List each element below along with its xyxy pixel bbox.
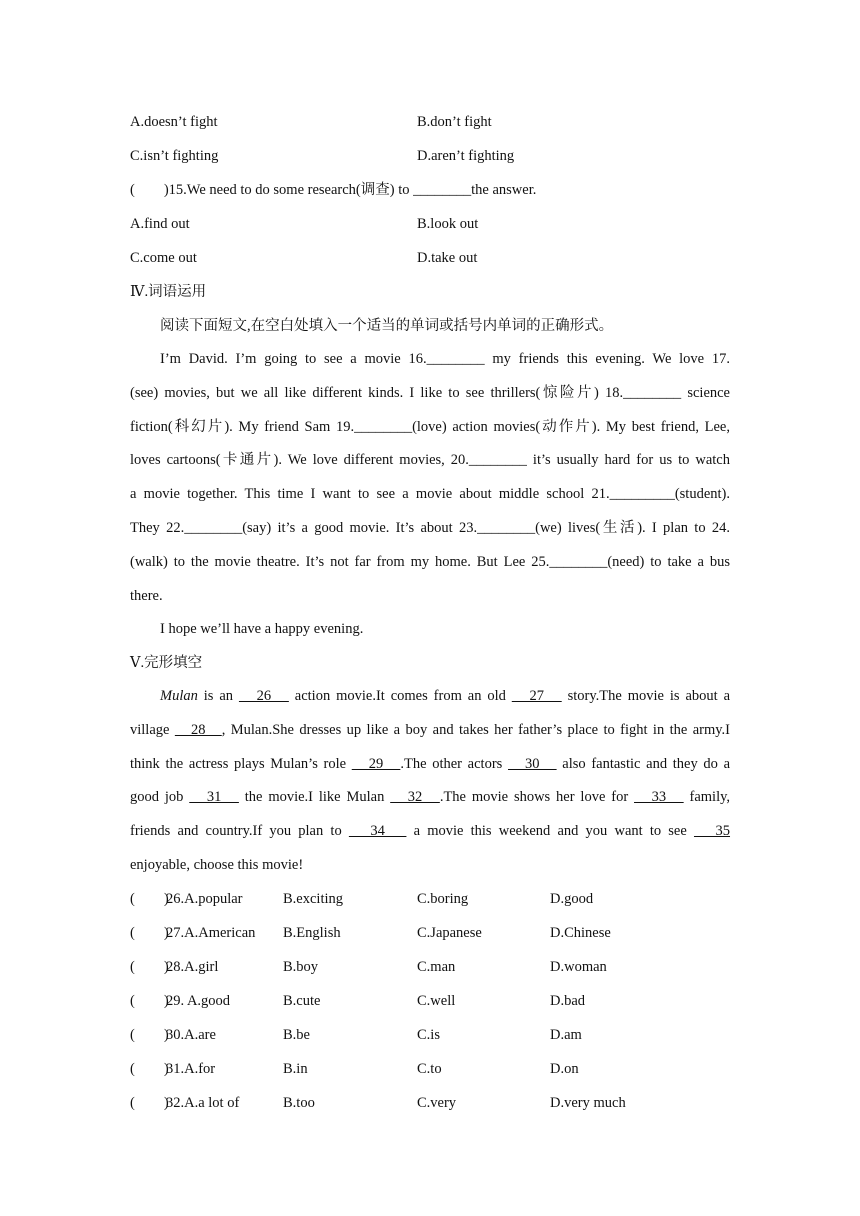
cloze-text: is an	[197, 688, 239, 704]
passage-line: loves cartoons(卡通片). We love different movies, 20.________ it’s usually hard for us to watch	[130, 452, 730, 469]
answer-paren: ( )	[130, 1095, 169, 1111]
option-b: B.boy	[283, 959, 319, 975]
cloze-text: think the actress plays Mulan’s role	[130, 755, 352, 772]
question-row	[130, 922, 730, 944]
cloze-line	[130, 786, 730, 820]
q15-blank: ________	[413, 182, 472, 198]
q15-stem-before: 15.We need to do some research(调查) to	[168, 182, 414, 198]
section4-closing: I hope we’ll have a happy evening.	[160, 621, 364, 637]
passage-line: fiction(科幻片). My friend Sam 19.________(love) action movies(动作片). My best friend, Lee,	[130, 418, 730, 435]
blank-29: 29	[351, 755, 401, 772]
q15-option-b: B.look out	[417, 216, 479, 232]
cloze-text: friends and country.If you plan to	[130, 823, 349, 840]
cloze-text: village	[130, 721, 175, 738]
passage-line: a movie together. This time I want to see a movie about middle school 21._________(student).	[130, 486, 730, 503]
option-a: 31.A.for	[166, 1061, 216, 1077]
passage-line: I’m David. I’m going to see a movie 16.________ my friends this evening. We love 17.	[160, 351, 730, 367]
q14-option-c: C.isn’t fighting	[130, 148, 219, 164]
option-b: B.too	[283, 1095, 315, 1111]
answer-paren: ( )	[130, 1061, 169, 1077]
answer-paren: ( )	[130, 182, 169, 198]
option-b: B.cute	[283, 993, 321, 1009]
blank-28: 28	[174, 721, 222, 738]
passage-line: (see) movies, but we all like different kinds. I like to see thrillers(惊险片) 18.________ science	[130, 384, 730, 401]
question-row	[130, 956, 730, 978]
movie-title: Mulan	[160, 688, 198, 704]
option-b: B.be	[283, 1027, 310, 1043]
section4-passage	[130, 348, 730, 618]
option-a: 29. A.good	[166, 993, 231, 1009]
blank-34: 34	[348, 823, 407, 840]
q15-stem	[130, 179, 536, 201]
section4-heading: Ⅳ.词语运用	[130, 284, 207, 300]
q14-option-b: B.don’t fight	[417, 114, 492, 130]
question-row	[130, 990, 730, 1012]
q15-option-c: C.come out	[130, 250, 197, 266]
blank-26: 26	[238, 688, 289, 704]
option-c: C.to	[417, 1061, 442, 1077]
cloze-passage	[130, 685, 730, 888]
option-d: D.Chinese	[550, 925, 611, 941]
q15-option-d: D.take out	[417, 250, 478, 266]
passage-line: They 22.________(say) it’s a good movie. It’s about 23.________(we) lives(生活). I plan to 24.	[130, 519, 730, 536]
cloze-text: , Mulan.She dresses up like a boy and takes her father’s place to fight in the army.I	[221, 721, 731, 738]
cloze-line	[130, 719, 730, 753]
option-a: 27.A.American	[166, 925, 256, 941]
option-c: C.man	[417, 959, 456, 975]
blank-33: 33	[634, 789, 684, 806]
question-row	[130, 1058, 730, 1080]
option-a: 28.A.girl	[166, 959, 219, 975]
cloze-text: .The other actors	[400, 755, 508, 772]
question-row	[130, 888, 730, 910]
cloze-line	[130, 753, 730, 787]
cloze-text: also fantastic and they do a	[556, 755, 731, 772]
q15-option-a: A.find out	[130, 216, 190, 232]
question-row	[130, 1024, 730, 1046]
cloze-text: .The movie shows her love for	[439, 789, 635, 806]
answer-paren: ( )	[130, 959, 169, 975]
option-d: D.woman	[550, 959, 607, 975]
blank-32: 32	[390, 789, 440, 806]
option-a: 30.A.are	[166, 1027, 216, 1043]
option-a: 32.A.a lot of	[166, 1095, 240, 1111]
option-a: 26.A.popular	[166, 891, 243, 907]
passage-line: there.	[130, 587, 163, 604]
section4-instruction: 阅读下面短文,在空白处填入一个适当的单词或括号内单词的正确形式。	[160, 318, 614, 334]
cloze-text: action movie.It comes from an old	[288, 688, 512, 704]
cloze-line	[130, 685, 730, 719]
q14-option-a: A.doesn’t fight	[130, 114, 218, 130]
option-b: B.English	[283, 925, 341, 941]
q14-option-d: D.aren’t fighting	[417, 148, 515, 164]
blank-31: 31	[189, 789, 239, 806]
option-b: B.exciting	[283, 891, 344, 907]
option-c: C.very	[417, 1095, 457, 1111]
option-d: D.on	[550, 1061, 579, 1077]
option-c: C.well	[417, 993, 456, 1009]
cloze-text: story.The movie is about a	[561, 688, 731, 704]
cloze-text: a movie this weekend and you want to see	[406, 823, 694, 840]
cloze-text: the movie.I like Mulan	[238, 789, 391, 806]
option-b: B.in	[283, 1061, 308, 1077]
answer-paren: ( )	[130, 993, 169, 1009]
option-d: D.bad	[550, 993, 586, 1009]
blank-27: 27	[511, 688, 562, 704]
cloze-line: enjoyable, choose this movie!	[130, 856, 304, 873]
option-c: C.Japanese	[417, 925, 482, 941]
option-c: C.boring	[417, 891, 469, 907]
answer-paren: ( )	[130, 891, 169, 907]
answer-paren: ( )	[130, 1027, 169, 1043]
option-d: D.very much	[550, 1095, 626, 1111]
blank-35: 35	[693, 823, 731, 840]
q15-stem-after: the answer.	[471, 182, 537, 198]
passage-line: (walk) to the movie theatre. It’s not far from my home. But Lee 25.________(need) to take a bus	[130, 553, 730, 570]
cloze-text: family,	[683, 789, 731, 806]
cloze-text: good job	[130, 789, 190, 806]
cloze-line	[130, 820, 730, 854]
answer-paren: ( )	[130, 925, 169, 941]
option-d: D.am	[550, 1027, 582, 1043]
question-row	[130, 1092, 730, 1114]
option-c: C.is	[417, 1027, 440, 1043]
blank-30: 30	[508, 755, 557, 772]
option-d: D.good	[550, 891, 594, 907]
section5-heading: Ⅴ.完形填空	[130, 655, 203, 671]
